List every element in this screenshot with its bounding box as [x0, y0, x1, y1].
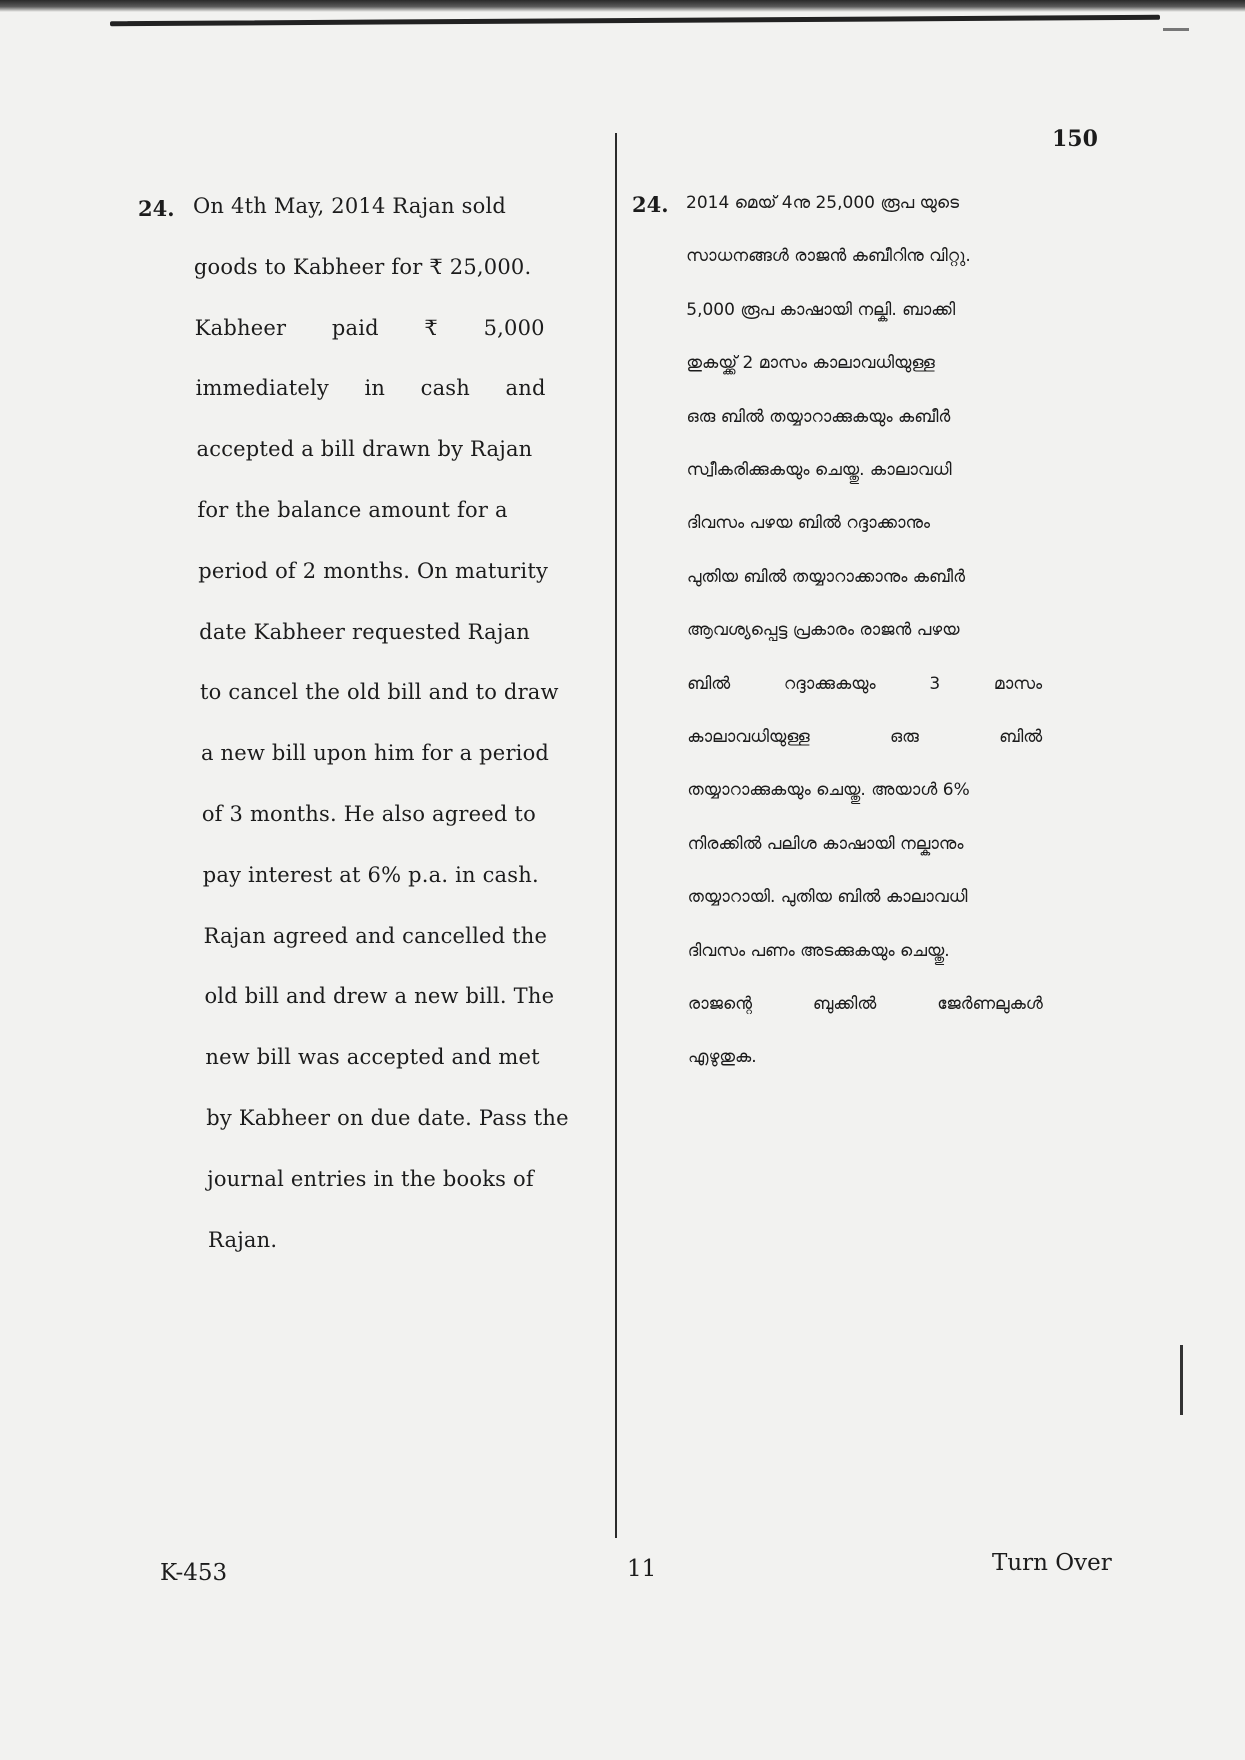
- malayalam-line: 5,000 രൂപ കാഷായി നല്കി. ബാക്കി: [686, 299, 956, 320]
- english-line: Rajan agreed and cancelled the: [203, 923, 548, 948]
- malayalam-line: [688, 994, 1043, 1014]
- malayalam-line: ദിവസം പണം അടക്കുകയും ചെയ്തു.: [687, 940, 950, 961]
- malayalam-word: 3: [929, 673, 941, 694]
- malayalam-line: ദിവസം പഴയ ബിൽ റദ്ദാക്കാനും: [686, 513, 931, 534]
- english-line: by Kabheer on due date. Pass the: [206, 1106, 569, 1130]
- malayalam-line: ഒരു ബിൽ തയ്യാറാക്കുകയും കബീർ: [686, 406, 951, 427]
- scan-corner-mark: [1163, 28, 1189, 31]
- malayalam-line: സാധനങ്ങൾ രാജൻ കബീറിനു വിറ്റു.: [686, 246, 971, 267]
- malayalam-line: [687, 727, 1042, 747]
- english-line: On 4th May, 2014 Rajan sold: [193, 194, 507, 218]
- english-line: of 3 months. He also agreed to: [201, 802, 536, 826]
- malayalam-word: ബിൽ: [999, 727, 1043, 747]
- english-line: to cancel the old bill and to draw: [200, 680, 559, 705]
- malayalam-line: തയ്യാറാക്കുകയും ചെയ്തു. അയാൾ 6%: [687, 780, 970, 801]
- english-word: ₹: [424, 315, 438, 340]
- english-line: goods to Kabheer for ₹ 25,000.: [193, 254, 532, 279]
- english-line: date Kabheer requested Rajan: [199, 619, 531, 644]
- page-number-bottom: 11: [627, 1556, 657, 1582]
- malayalam-word: റദ്ദാക്കുകയും: [783, 673, 876, 694]
- turn-over-label: Turn Over: [992, 1550, 1112, 1576]
- malayalam-word: ബിൽ: [687, 673, 731, 694]
- malayalam-word: ബുക്കിൽ: [812, 994, 877, 1014]
- column-divider: [615, 133, 617, 1538]
- paper-code: K-453: [160, 1560, 228, 1586]
- malayalam-word: മാസം: [993, 673, 1043, 694]
- english-word: and: [505, 376, 546, 401]
- malayalam-line: സ്വീകരിക്കുകയും ചെയ്തു. കാലാവധി: [686, 460, 952, 480]
- malayalam-line: നിരക്കിൽ പലിശ കാഷായി നല്കാനും: [687, 833, 964, 854]
- question-number-english: 24.: [138, 196, 175, 221]
- english-line: [195, 316, 545, 340]
- malayalam-word: കാലാവധിയുള്ള: [687, 727, 810, 747]
- question-number-malayalam: 24.: [632, 192, 669, 217]
- english-word: Kabheer: [194, 315, 287, 340]
- malayalam-line: തയ്യാറായി. പുതിയ ബിൽ കാലാവധി: [687, 887, 968, 908]
- malayalam-word: രാജന്റെ: [687, 994, 752, 1014]
- english-word: paid: [331, 315, 379, 340]
- malayalam-word: ഒരു: [890, 727, 919, 747]
- page-number-top: 150: [1052, 126, 1098, 152]
- malayalam-line: 2014 മെയ് 4നു 25,000 രൂപ യുടെ: [686, 193, 960, 213]
- english-line: new bill was accepted and met: [205, 1045, 540, 1070]
- english-word: cash: [420, 376, 471, 401]
- english-line: Rajan.: [208, 1227, 278, 1252]
- english-line: old bill and drew a new bill. The: [204, 984, 555, 1009]
- top-rule: [110, 15, 1160, 26]
- english-line: pay interest at 6% p.a. in cash.: [202, 862, 539, 887]
- malayalam-line: ആവശ്യപ്പെട്ട പ്രകാരം രാജൻ പഴയ: [687, 620, 960, 641]
- malayalam-line: എഴുതുക.: [688, 1047, 757, 1068]
- malayalam-line: [687, 674, 1042, 694]
- english-line: journal entries in the books of: [207, 1166, 534, 1191]
- english-line: accepted a bill drawn by Rajan: [196, 437, 533, 462]
- english-line: [196, 376, 546, 400]
- malayalam-line: തുകയ്ക്ക് 2 മാസം കാലാവധിയുള്ള: [686, 353, 935, 374]
- malayalam-line: പുതിയ ബിൽ തയ്യാറാക്കാനും കബീർ: [686, 566, 966, 587]
- english-line: for the balance amount for a: [197, 498, 508, 522]
- english-line: a new bill upon him for a period: [200, 741, 550, 766]
- scan-top-edge: [0, 0, 1245, 12]
- malayalam-word: ജേർണലുകൾ: [937, 994, 1043, 1014]
- scan-edge-mark: [1180, 1345, 1183, 1415]
- english-word: immediately: [195, 376, 329, 401]
- english-line: period of 2 months. On maturity: [198, 558, 549, 583]
- english-word: 5,000: [483, 315, 545, 340]
- english-word: in: [364, 376, 386, 401]
